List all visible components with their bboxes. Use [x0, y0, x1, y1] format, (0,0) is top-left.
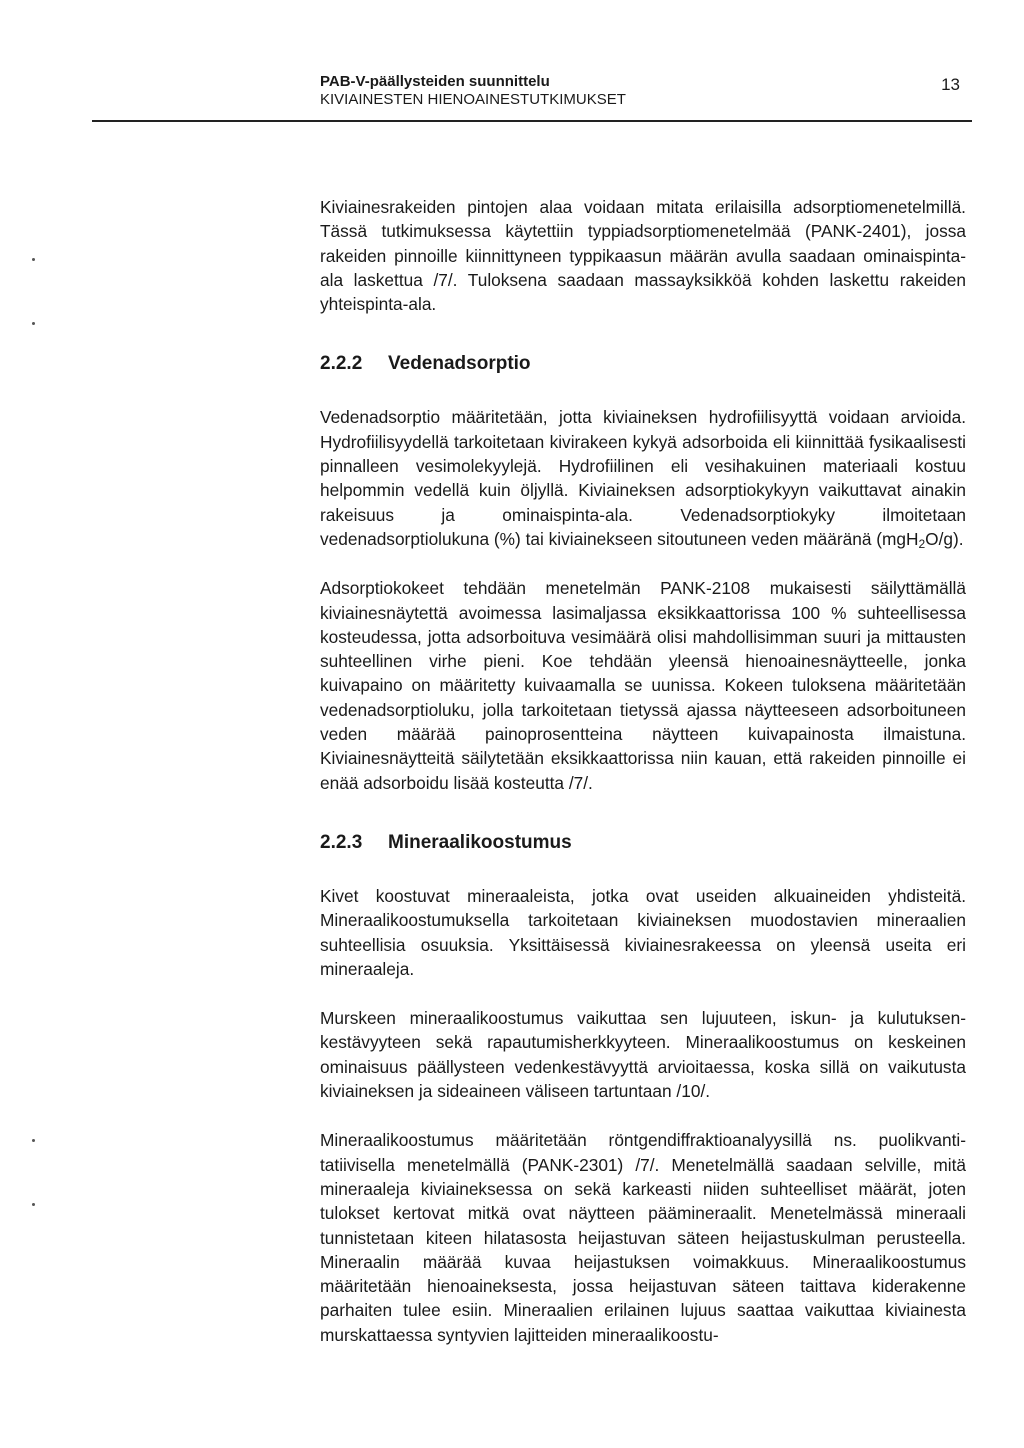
section-title: Vedenadsorptio — [388, 353, 531, 375]
section-number: 2.2.2 — [320, 353, 363, 375]
paragraph-text-end: O/g). — [925, 528, 964, 549]
header-title: PAB-V-päällysteiden suunnittelu — [320, 73, 550, 90]
intro-paragraph: Kiviainesrakeiden pintojen alaa voidaan mitata erilaisilla adsorptiomenetelmillä. Tässä tutkimuksessa käytettiin typpiadsorptiomenetelmää (PANK-2401), jossa rakeiden pinnoille kiinnittyneen typpikaasun määrän avulla saadaan ominaispinta-ala laskettua /7/. Tuloksena saadaan massayksikköä kohden laskettu rakeiden yhteispinta-ala. — [320, 197, 966, 315]
mineraalikoostumus-paragraph-2: Murskeen mineraalikoostumus vaikuttaa sen lujuuteen, iskun- ja kulutuksenkestävyyteen sekä rapautumisherkkyyteen. Mineraalikoostumus on keskeinen ominaisuus päällysteen vedenkestävyyttä arvioitaessa, koska sillä on vaikutusta kiviaineksen ja sideaineen väliseen tartuntaan /10/. — [320, 1008, 966, 1102]
mineraalikoostumus-paragraph-1: Kivet koostuvat mineraaleista, jotka ovat useiden alkuaineiden yhdisteitä. Mineraalikoostumuksella tarkoitetaan kiviaineksen muodostavien mineraalien suhteellisia osuuksia. Yksittäisessä kiviainesrakeessa on yleensä useita eri mineraaleja. — [320, 885, 966, 979]
mineraalikoostumus-paragraph-3: Mineraalikoostumus määritetään röntgendiffraktioanalyysillä ns. puolikvantitatiivisella menetelmällä (PANK-2301) /7/. Menetelmällä saadaan selville, mitä mineraaleja kiviaineksessa on sekä karkeasti niiden suhteelliset määrät, joten tulokset kertovat mitkä ovat näytteen päämineraalit. Menetelmässä mineraali tunnistetaan kiteen hilatasosta heijastuvan säteen heijastuskulman perusteella. Mineraalin määrää kuvaa heijastuksen voimakkuus. Mineraalikoostumus määritetään hienoaineksesta, jossa heijastuvan säteen taittava kiderakenne parhaiten tulee esiin. Mineraalien erilainen lujuus saattaa vaikuttaa kiviainesta murskattaessa syntyvien lajitteiden mineraalikoostu- — [320, 1130, 966, 1345]
scan-dot — [32, 1139, 35, 1142]
paragraph-text: Vedenadsorptio määritetään, jotta kiviaineksen hydrofiilisyyttä voidaan arvioida. Hydrofiilisyydellä tarkoitetaan kivirakeen kykyä adsorboida eli kiinnittää fysikaalisesti pinnalleen vesimolekyylejä. Hydrofiilinen eli vesihakuinen materiaali kostuu helpommin vedellä kuin öljyllä. Kiviaineksen adsorptiokykyyn vaikuttavat ainakin rakeisuus ja ominaispinta-ala. Vedenadsorptiokyky ilmoitetaan vedenadsorptiolukuna (%) tai kiviainekseen sitoutuneen veden määränä (mgH — [320, 407, 966, 549]
header-divider — [92, 120, 972, 122]
page-header — [320, 73, 972, 109]
section-heading-2-2-3 — [320, 831, 966, 855]
scan-dot — [32, 322, 35, 325]
vedenadsorptio-paragraph-2: Adsorptiokokeet tehdään menetelmän PANK-2108 mukaisesti säilyttämällä kiviainesnäytettä avoimessa lasimaljassa eksikkaattorissa 100 % suhteellisessa kosteudessa, jotta adsorboituva vesimäärä olisi mahdollisimman suuri ja mittausten suhteellinen virhe pieni. Koe tehdään yleensä hienoainesnäytteelle, jonka kuivapaino on määritetty kuivaamalla se uunissa. Kokeen tuloksena määritetään vedenadsorptioluku, jolla tarkoitetaan tietyssä ajassa näytteeseen adsorboituneen veden määrää painoprosentteina näytteen kuivapainosta ilmaistuna. Kiviainesnäytteitä säilytetään eksikkaattorissa niin kauan, että rakeiden pinnoille ei enää adsorboidu lisää kosteutta /7/. — [320, 578, 966, 793]
section-title: Mineraalikoostumus — [388, 831, 572, 853]
page-number: 13 — [941, 75, 960, 94]
section-heading-2-2-2 — [320, 352, 966, 376]
scan-dot — [32, 1203, 35, 1206]
vedenadsorptio-paragraph-1 — [320, 405, 966, 551]
section-number: 2.2.3 — [320, 831, 363, 853]
header-subtitle: KIVIAINESTEN HIENOAINESTUTKIMUKSET — [320, 91, 626, 108]
subscript: 2 — [918, 536, 926, 551]
scan-dot — [32, 258, 35, 261]
document-body — [320, 195, 966, 1347]
